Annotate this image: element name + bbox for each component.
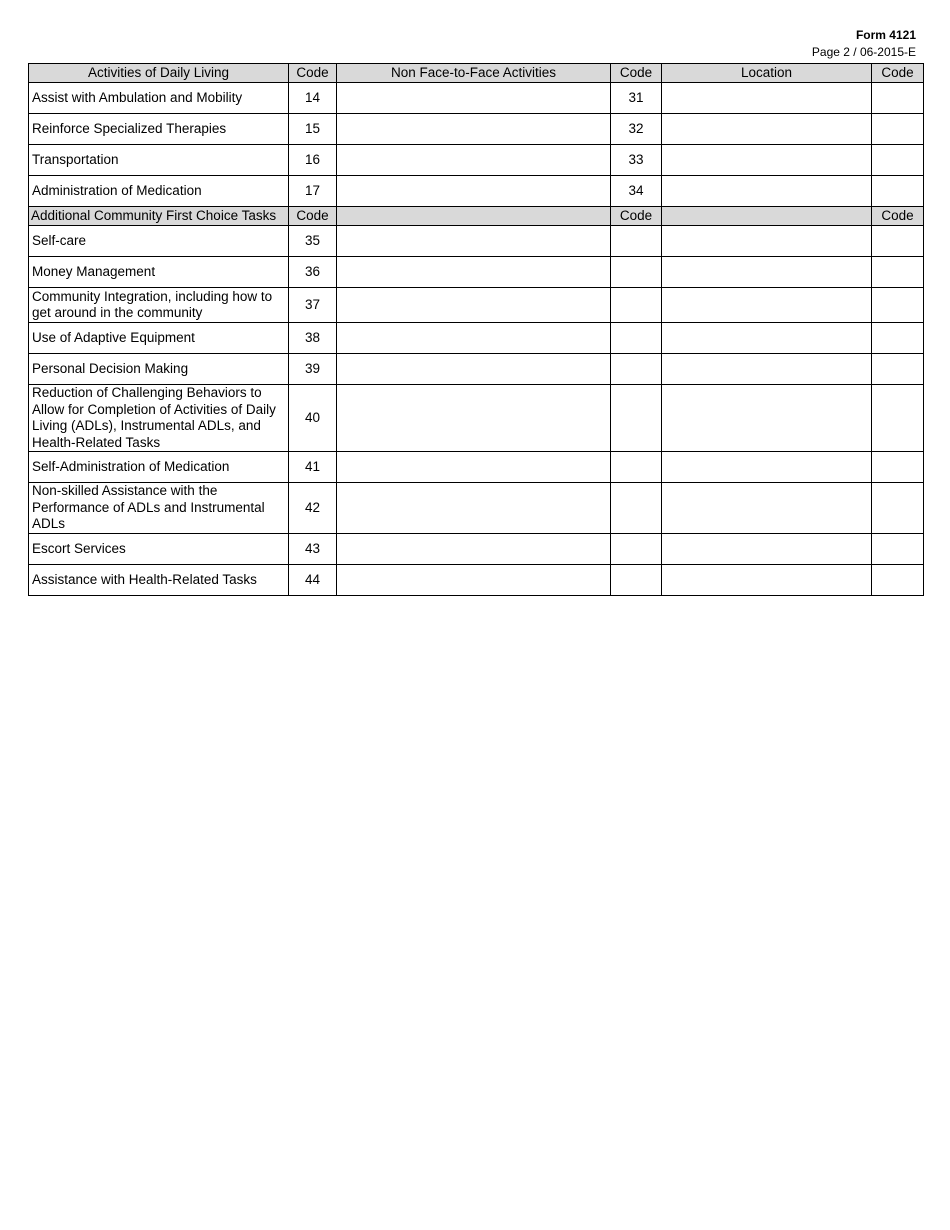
table-row (29, 288, 924, 323)
non-face-code-field[interactable] (611, 385, 662, 452)
location-code-field[interactable] (872, 176, 924, 207)
header-activities: Activities of Daily Living (29, 64, 289, 83)
activity-code: 16 (289, 145, 337, 176)
task-code: 36 (289, 257, 337, 288)
location-code-field[interactable] (872, 385, 924, 452)
form-header (812, 27, 916, 61)
header-code: Code (289, 64, 337, 83)
table-row (29, 452, 924, 483)
non-face-field[interactable] (337, 452, 611, 483)
header-location: Location (662, 64, 872, 83)
non-face-code: 32 (611, 114, 662, 145)
non-face-field[interactable] (337, 323, 611, 354)
page-info: Page 2 / 06-2015-E (811, 45, 916, 59)
location-field[interactable] (662, 257, 872, 288)
activity-label: Administration of Medication (29, 176, 289, 207)
task-code: 42 (289, 483, 337, 534)
table-row (29, 534, 924, 565)
location-code-field[interactable] (872, 565, 924, 596)
location-code-field[interactable] (872, 483, 924, 534)
activity-code: 15 (289, 114, 337, 145)
location-code-field[interactable] (872, 452, 924, 483)
activity-code: 14 (289, 83, 337, 114)
location-field[interactable] (662, 565, 872, 596)
non-face-field[interactable] (337, 176, 611, 207)
task-label: Money Management (29, 257, 289, 288)
location-field[interactable] (662, 176, 872, 207)
non-face-field[interactable] (337, 565, 611, 596)
header-code: Code (289, 207, 337, 226)
table-row (29, 145, 924, 176)
header-blank (337, 207, 611, 226)
table-header-row (29, 64, 924, 83)
non-face-code-field[interactable] (611, 534, 662, 565)
location-code-field[interactable] (872, 354, 924, 385)
table-row (29, 354, 924, 385)
non-face-field[interactable] (337, 114, 611, 145)
task-label: Escort Services (29, 534, 289, 565)
location-field[interactable] (662, 354, 872, 385)
non-face-code: 33 (611, 145, 662, 176)
task-code: 40 (289, 385, 337, 452)
task-code: 35 (289, 226, 337, 257)
non-face-field[interactable] (337, 257, 611, 288)
activities-table (28, 63, 924, 596)
location-field[interactable] (662, 483, 872, 534)
location-code-field[interactable] (872, 114, 924, 145)
non-face-field[interactable] (337, 534, 611, 565)
form-number: Form 4121 (855, 28, 916, 42)
header-code: Code (611, 64, 662, 83)
location-field[interactable] (662, 114, 872, 145)
non-face-field[interactable] (337, 354, 611, 385)
location-field[interactable] (662, 385, 872, 452)
header-cfc-tasks: Additional Community First Choice Tasks (29, 207, 289, 226)
location-field[interactable] (662, 323, 872, 354)
non-face-code-field[interactable] (611, 483, 662, 534)
non-face-code-field[interactable] (611, 226, 662, 257)
header-non-face-to-face: Non Face-to-Face Activities (337, 64, 611, 83)
task-code: 38 (289, 323, 337, 354)
table-row (29, 565, 924, 596)
non-face-field[interactable] (337, 83, 611, 114)
location-code-field[interactable] (872, 288, 924, 323)
activity-label: Transportation (29, 145, 289, 176)
non-face-code: 34 (611, 176, 662, 207)
table-row (29, 385, 924, 452)
cfc-header-row (29, 207, 924, 226)
location-field[interactable] (662, 83, 872, 114)
location-field[interactable] (662, 226, 872, 257)
location-code-field[interactable] (872, 145, 924, 176)
non-face-code-field[interactable] (611, 354, 662, 385)
task-label: Non-skilled Assistance with the Performance of ADLs and Instrumental ADLs (29, 483, 289, 534)
location-code-field[interactable] (872, 534, 924, 565)
task-label: Reduction of Challenging Behaviors to Allow for Completion of Activities of Daily Living (ADLs), Instrumental ADLs, and Health-Related Tasks (29, 385, 289, 452)
non-face-field[interactable] (337, 288, 611, 323)
header-blank (662, 207, 872, 226)
header-code: Code (611, 207, 662, 226)
non-face-code-field[interactable] (611, 323, 662, 354)
non-face-code-field[interactable] (611, 452, 662, 483)
non-face-code-field[interactable] (611, 288, 662, 323)
task-label: Community Integration, including how to get around in the community (29, 288, 289, 323)
table-row (29, 226, 924, 257)
task-label: Self-care (29, 226, 289, 257)
task-code: 37 (289, 288, 337, 323)
location-code-field[interactable] (872, 83, 924, 114)
task-code: 39 (289, 354, 337, 385)
table-row (29, 323, 924, 354)
activity-label: Reinforce Specialized Therapies (29, 114, 289, 145)
table-row (29, 483, 924, 534)
task-label: Personal Decision Making (29, 354, 289, 385)
non-face-field[interactable] (337, 385, 611, 452)
header-code: Code (872, 207, 924, 226)
location-field[interactable] (662, 145, 872, 176)
non-face-code: 31 (611, 83, 662, 114)
location-code-field[interactable] (872, 257, 924, 288)
task-code: 41 (289, 452, 337, 483)
location-code-field[interactable] (872, 226, 924, 257)
task-code: 43 (289, 534, 337, 565)
non-face-field[interactable] (337, 145, 611, 176)
location-field[interactable] (662, 288, 872, 323)
location-field[interactable] (662, 452, 872, 483)
location-field[interactable] (662, 534, 872, 565)
table-row (29, 114, 924, 145)
location-code-field[interactable] (872, 323, 924, 354)
non-face-field[interactable] (337, 483, 611, 534)
table-row (29, 83, 924, 114)
non-face-code-field[interactable] (611, 257, 662, 288)
table-row (29, 257, 924, 288)
task-code: 44 (289, 565, 337, 596)
task-label: Self-Administration of Medication (29, 452, 289, 483)
activity-label: Assist with Ambulation and Mobility (29, 83, 289, 114)
non-face-field[interactable] (337, 226, 611, 257)
activity-code: 17 (289, 176, 337, 207)
table-row (29, 176, 924, 207)
task-label: Use of Adaptive Equipment (29, 323, 289, 354)
header-code: Code (872, 64, 924, 83)
non-face-code-field[interactable] (611, 565, 662, 596)
task-label: Assistance with Health-Related Tasks (29, 565, 289, 596)
